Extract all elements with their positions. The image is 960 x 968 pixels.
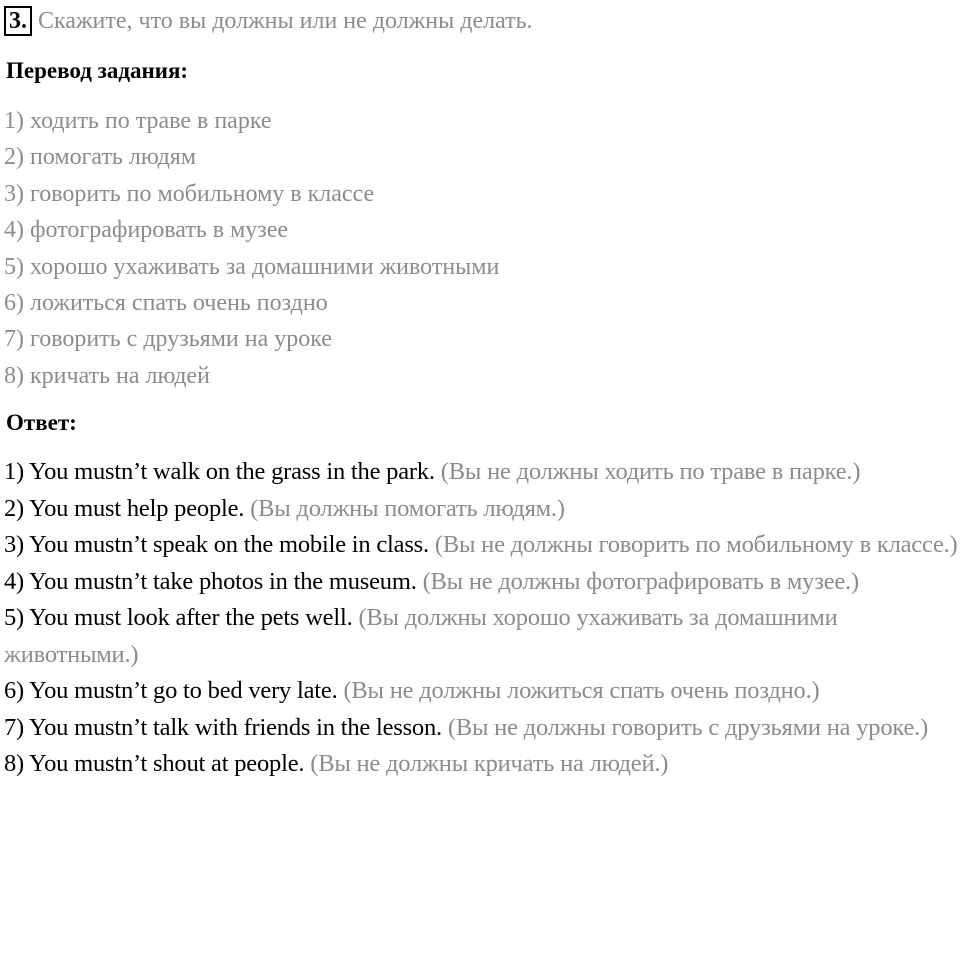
answer-russian-translation: (Вы не должны говорить по мобильному в классе.) xyxy=(434,531,958,558)
answer-english: 8) You mustn’t shout at people. xyxy=(4,750,305,777)
translation-item: 2) помогать людям xyxy=(4,144,196,171)
translation-item: 1) ходить по траве в парке xyxy=(4,108,272,134)
answer-item xyxy=(4,710,958,747)
answer-english: 4) You mustn’t take photos in the museum. xyxy=(4,567,417,595)
answer-russian-translation: (Вы не должны ложиться спать очень поздно.) xyxy=(343,677,820,704)
answer-item xyxy=(4,527,958,564)
translation-item: 6) ложиться спать очень поздно xyxy=(4,289,328,316)
translation-list xyxy=(4,103,499,394)
translation-heading: Перевод задания: xyxy=(6,58,189,83)
answer-english: 3) You mustn’t speak on the mobile in class. xyxy=(4,531,429,558)
answer-english: 6) You mustn’t go to bed very late. xyxy=(4,677,338,704)
answer-heading: Ответ: xyxy=(6,410,77,435)
answer-english: 7) You mustn’t talk with friends in the lesson. xyxy=(4,713,442,741)
answer-english: 5) You must look after the pets well. xyxy=(4,604,353,631)
answer-russian-translation: (Вы должны хорошо ухаживать за домашними животными.) xyxy=(4,604,838,668)
translation-item: 8) кричать на людей xyxy=(4,362,210,389)
answer-item xyxy=(4,454,958,491)
translation-item: 7) говорить с друзьями на уроке xyxy=(4,326,332,353)
answer-item xyxy=(4,491,958,528)
task-number-box: 3. xyxy=(4,6,32,36)
answer-russian-translation: (Вы не должны кричать на людей.) xyxy=(310,750,669,777)
task-instruction: Скажите, что вы должны или не должны делать. xyxy=(38,7,533,34)
answer-russian-translation: (Вы не должны ходить по траве в парке.) xyxy=(440,458,861,485)
answer-russian-translation: (Вы не должны фотографировать в музее.) xyxy=(422,567,859,595)
answer-list xyxy=(4,454,958,783)
task-header xyxy=(4,4,533,38)
translation-item: 4) фотографировать в музее xyxy=(4,217,289,244)
answer-english: 2) You must help people. xyxy=(4,494,245,522)
answer-russian-translation: (Вы должны помогать людям.) xyxy=(250,494,565,522)
answer-item xyxy=(4,600,958,673)
answer-item xyxy=(4,673,958,710)
translation-item: 5) хорошо ухаживать за домашними животными xyxy=(4,253,500,280)
answer-item xyxy=(4,746,958,783)
translation-item: 3) говорить по мобильному в классе xyxy=(4,180,375,207)
answer-item xyxy=(4,564,958,601)
answer-english: 1) You mustn’t walk on the grass in the park. xyxy=(4,458,435,485)
answer-russian-translation: (Вы не должны говорить с друзьями на уроке.) xyxy=(447,713,929,741)
